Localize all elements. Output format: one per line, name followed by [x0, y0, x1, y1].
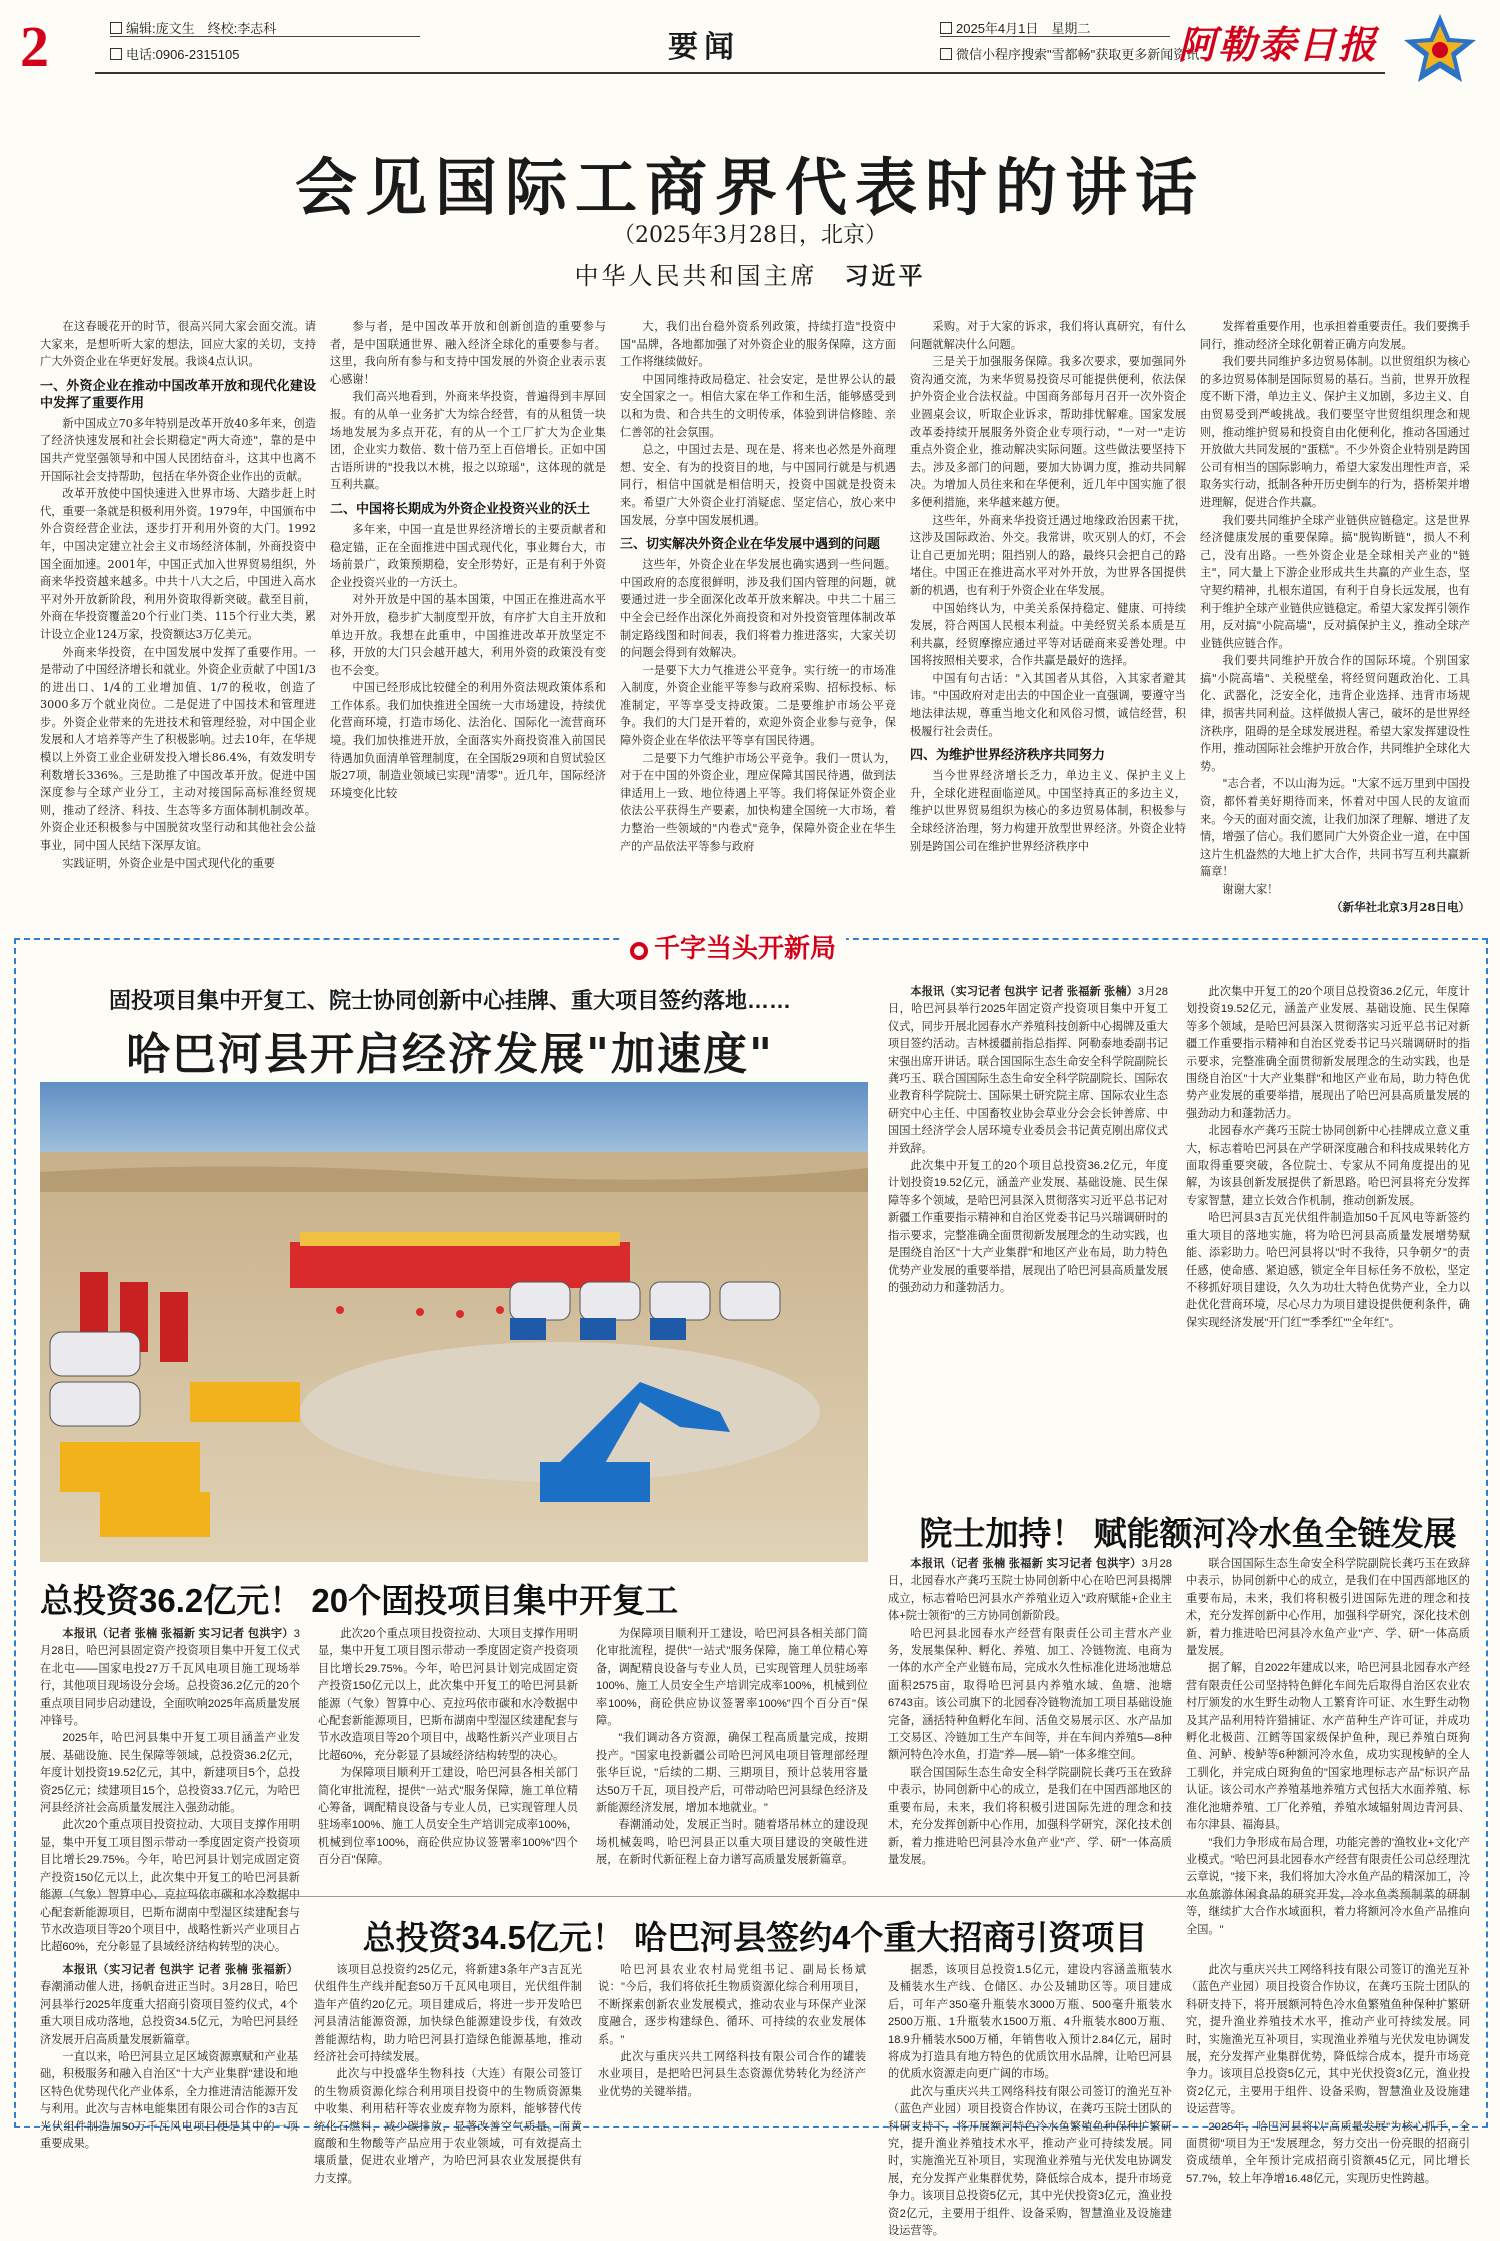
- editor-info: 编辑:庞文生 终校:李志科: [110, 18, 276, 37]
- header-divider-right: [940, 36, 1170, 37]
- speech-headline: 会见国际工商界代表时的讲话: [294, 151, 1205, 224]
- article4-column-4: 据悉，该项目总投资1.5亿元，建设内容涵盖瓶装水及桶装水生产线、仓储区、办公及辅助区等。项目建成后，可年产350毫升瓶装水3000万瓶、500毫升瓶装水2500万瓶、1升瓶装水1500万瓶、4升瓶装水800万瓶、18.9升桶装水500万桶，年销售收入预计2.84亿元，届时将成为打造具有地方特色的优质饮用水品牌，让哈巴河县的优质水资源走向更广阔的市场。 此次与重庆兴共工网络科技有限公司签订的渔光互补（蓝色产业园）项目投资合作协议，在龚巧玉院士团队的科研支持下，将开展额河特色冷水鱼繁殖鱼种保种扩繁研究，提升渔业养殖技术水平，推动产业可持续发展。同时，实施渔光互补项目，实现渔业养殖与光伏发电协调发展，充分发挥产业集群优势，降低综合成本，提升市场竞争力。该项目总投资5亿元，其中光伏投资3亿元，渔业投资2亿元，主要用于组件、设备采购，智慧渔业及设施建设运营等。: [888, 1964, 1172, 2238]
- article1-column-2: 此次20个重点项目投资拉动、大项目支撑作用明显，集中开复工项目图示带动一季度固定资产投资项目比增长29.75%。今年，哈巴河县计划完成固定资产投资150亿元以上，此次集中开复工的哈巴河县新能源（气象）智算中心、克拉玛依市碳和水冷数据中心配套新能源项目，巴斯布湖南中型湿区续建配套与节水改造项目等20个项目中，战略性新兴产业项目占比超60%，充分彰显了县域经济结构转型的决心。 为保障项目顺利开工建设，哈巴河县各相关部门简化审批流程，提供"一站式"服务保障，施工单位精心筹备，调配精良设备与专业人员，已实现管理人员驻场率100%、施工人员安全生产培训完成率100%，机械到位率100%，商砼供应协议签署率100%"四个百分百"保障。: [318, 1628, 578, 1867]
- article1-column-3: 为保障项目顺利开工建设，哈巴河县各相关部门简化审批流程，提供"一站式"服务保障，施工单位精心筹备，调配精良设备与专业人员，已实现管理人员驻场率100%、施工人员安全生产培训完成率100%，机械到位率100%，商砼供应协议签署率100%"四个百分百"保障。 "我们调动各方资源，确保工程高质量完成，按期投产。"国家电投新疆公司哈巴河风电项目管理部经理张华巨说，"后续的二期、三期项目，预计总装用容量达50万千瓦，项目投产后，可带动哈巴河县绿色经济及新能源经济发展，增加本地就业。" 春潮涌动处，发展正当时。随着塔吊林立的建设现场机械轰鸣，哈巴河县正以重大项目建设的突破性进展，在新时代新征程上奋力谱写高质量发展新篇章。: [596, 1628, 868, 1867]
- article3-column-1: 本报讯（记者 张楠 张福新 实习记者 包洪宇）3月28日，北园春水产龚巧玉院士协同创新中心在哈巴河县揭牌成立，标志着哈巴河县水产养殖业迈入"政府赋能+企业主体+院士领衔"的三方协同创新阶段。 哈巴河县北园春水产经营有限责任公司主营水产业务，发展集保种、孵化、养殖、加工、冷链物流、电商为一体的水产全产业链布局，完成水久性标准化进场池塘总面积2575亩，取得哈巴河县内养殖水域、鱼塘、池塘6743亩。该公司旗下的北园春冷链物流加工项目基础设施完备，涵括特种鱼孵化车间、活鱼交易展示区、水产品加工交易区、冷链加工生产车间等，并在车间内养殖5—8种额河特色冷水鱼，打造"养—展—销"一体多维空间。 联合国国际生态生命安全科学院副院长龚巧玉在致辞中表示，协同创新中心的成立，是我们在中国西部地区的重要布局，未来，我们将积极引进国际先进的理念和技术，充分发挥创新中心作用，加强科学研究，深化技术创新，着力推进哈巴河县冷水鱼产业"产、学、研"一体高质量发展。: [888, 1558, 1173, 1866]
- speech-column-1: 在这春暖花开的时节，很高兴同大家会面交流。请大家来，是想听听大家的想法，回应大家的关切，支持广大外资企业在华更好发展。我谈4点认识。 一、外资企业在推动中国改革开放和现代化建设中发挥了重要作用 新中国成立70多年特别是改革开放40多年来，创造了经济快速发展和社会长期稳定"两大奇迹"，靠的是中国共产党坚强领导和中国人民团结奋斗，这其中也离不开国际社会支持帮助，包括在华外资企业作出的贡献。 改革开放使中国快速进入世界市场、大踏步赶上时代，重要一条就是积极利用外资。1979年，中国颁布中外合资经营企业法，逐步打开利用外资的大门。1992年，中国决定建立社会主义市场经济体制，外商投资中国全面加速。2001年，中国正式加入世界贸易组织，外商来华投资越来越多。中共十八大之后，中国进入高水平对外开放新阶段，利用外资取得新突破。截至目前，外商在华投资覆盖20个行业门类、115个行业大类，累计设立企业124万家，投资额达3万亿美元。 外商来华投资，在中国发展中发挥了重要作用。一是带动了中国经济增长和就业。外资企业贡献了中国1/3的进出口、1/4的工业增加值、1/7的税收，创造了3000多万个就业岗位。二是促进了中国技术和管理进步。外资企业带来的先进技术和管理经验，对中国企业发展和人才培养等产生了积极影响。过去10年，在华规模以上外资工业企业研发投入增长86.4%，有效发明专利数增长336%。三是助推了中国改革开放。促进中国深度参与全球产业分工，主动对接国际高标准经贸规则，推动了经济、科技、生态等多方面体制机制改革。外资企业还积极参与中国脱贫攻坚行动和其他社会公益事业，同中国人民结下深厚友谊。 实践证明，外资企业是中国式现代化的重要: [40, 320, 316, 870]
- article3-title: 院士加持！ 赋能额河冷水鱼全链发展: [919, 1515, 1457, 1552]
- article2-column-2: 此次集中开复工的20个项目总投资36.2亿元，年度计划投资19.52亿元，涵盖产业发展、基础设施、民生保障等多个领域，是哈巴河县深入贯彻落实习近平总书记对新疆工作重要指示精神和自治区党委书记马兴瑞调研时的指示要求，完整准确全面贯彻新发展理念的生动实践，也是围绕自治区"十大产业集群"和地区产业布局，助力特色优势产业发展的重要举措，展现出了哈巴河县高质量发展的强劲动力和蓬勃活力。 北园春水产龚巧玉院士协同创新中心挂牌成立意义重大，标志着哈巴河县在产学研深度融合和科技成果转化方面取得重要突破，各位院士、专家从不同角度提出的见解，为该县创新发展提供了新思路。哈巴河县将充分发挥专家智慧，建立长效合作机制，推动创新发展。 哈巴河县3吉瓦光伏组件制造加50千瓦风电等新签约重大项目的落地实施，将为哈巴河县高质量发展增势赋能、添彩助力。哈巴河县将以"时不我待，只争朝夕"的责任感，使命感、紧迫感，锁定全年目标任务不放松，坚定不移抓好项目建设，久久为功壮大特色优势产业，全力以赴优化营商环境，尽心尽力为项目建设提供便利条件，确保实现经济发展"开门红""季季红""全年红"。: [1186, 986, 1470, 1329]
- section-name: 要闻: [668, 30, 740, 65]
- article1-column-1: 本报讯（记者 张楠 张福新 实习记者 包洪宇）3月28日，哈巴河县固定资产投资项目集中开复工仪式在北屯——国家电投27万千瓦风电项目施工现场举行，其他项目现场设分会场。总投资36.2亿元的20个重点项目同步启动建设，全面吹响2025年高质量发展冲锋号。 2025年，哈巴河县集中开复工项目涵盖产业发展、基础设施、民生保障等领域，总投资36.2亿元，年度计划投资19.52亿元，其中，新建项目5个，总投资25亿元；续建项目15个，总投资33.7亿元，为哈巴河县经济社会高质量发展注入强劲动能。 此次20个重点项目投资拉动、大项目支撑作用明显，集中开复工项目图示带动一季度固定资产投资项目比增长29.75%。今年，哈巴河县计划完成固定资产投资150亿元以上，此次集中开复工的哈巴河县新能源（气象）智算中心、克拉玛依市碳和水冷数据中心配套新能源项目，巴斯布湖南中型湿区续建配套与节水改造项目等20个项目中，战略性新兴产业项目占比超60%，充分彰显了县域经济结构转型的决心。: [40, 1628, 300, 1954]
- page-number: 2: [20, 14, 49, 79]
- feature-kicker: 固投项目集中开复工、院士协同创新中心挂牌、重大项目签约落地……: [108, 988, 791, 1013]
- speech-column-4: 采购。对于大家的诉求，我们将认真研究，有什么问题就解决什么问题。 三是关于加强服务保障。我多次要求，要加强同外资沟通交流，为来华贸易投资尽可能提供便利，依法保护外资企业合法权益。中国商务部每月召开一次外资企业圆桌会议，听取企业诉求，帮助排忧解难。国家发展改革委持续开展服务外资企业专项行动，"一对一"走访重点外资企业，推动解决实际问题。这些做法要坚持下去。涉及多部门的问题，要加大协调力度，推动共同解决。为增加人员往来和在华便利，近几年中国实施了很多便利措施，来华越来越方便。 这些年，外商来华投资迁遇过地缘政治因素干扰，这涉及国际政治、外交。我常讲，吹灭别人的灯，不会让自己更加光明；阻挡别人的路，最终只会把自己的路堵住。中国正在推进高水平对外开放，为世界各国提供新的机遇，也有利于外资企业在华发展。 中国始终认为，中美关系保持稳定、健康、可持续发展，符合两国人民根本利益。中美经贸关系本质是互利共赢，经贸摩擦应通过平等对话磋商来妥善处理。中国将按照相关要求，合作共赢是最好的选择。 中国有句古话："入其国者从其俗，入其家者避其讳。"中国政府对走出去的中国企业一直强调，要遵守当地法律法规，尊重当地文化和风俗习惯，诚信经营，积极履行社会责任。 四、为维护世界经济秩序共同努力 当今世界经济增长乏力，单边主义、保护主义上升，全球化进程面临逆风。中国坚持真正的多边主义，维护以世界贸易组织为核心的多边贸易体制，积极参与全球经济治理，努力构建开放型世界经济。外资企业特别是跨国公司在维护世界经济秩序中: [910, 320, 1186, 853]
- article1-title: 总投资36.2亿元！ 20个固投项目集中开复工: [40, 1582, 679, 1619]
- speech-heading: 二、中国将长期成为外资企业投资兴业的沃土: [330, 500, 591, 516]
- speech-heading: 四、为维护世界经济秩序共同努力: [910, 747, 1106, 763]
- feature-title: 哈巴河县开启经济发展"加速度": [126, 1029, 774, 1080]
- article4-column-3: 哈巴河县农业农村局党组书记、副局长杨斌说："今后，我们将依托生物质资源化综合利用项目，不断探索创新农业发展模式，推动农业与环保产业深度融合，逐步构建绿色、循环、可持续的农业发展体系。" 此次与重庆兴共工网络科技有限公司合作的罐装水业项目，是把哈巴河县生态资源优势转化为经济产业优势的关键举措。: [598, 1964, 866, 2098]
- header-divider: [110, 36, 420, 37]
- paper-logo: 阿勒泰日报: [1178, 22, 1379, 67]
- feature-tag: 千字当头开新局: [620, 928, 846, 965]
- article3-column-2: 联合国国际生态生命安全科学院副院长龚巧玉在致辞中表示，协同创新中心的成立，是我们在中国西部地区的重要布局，未来，我们将积极引进国际先进的理念和技术，充分发挥创新中心作用，加强科学研究，深化技术创新，着力推进哈巴河县冷水鱼产业"产、学、研"一体高质量发展。 据了解，自2022年建成以来，哈巴河县北园春水产经营有限责任公司坚持特色鲜化车间先后取得自治区农业农村厅颁发的水生野生动物人工繁育许可证、水生野生动物及其产品利用特许猎捕证、水产苗种生产许可证，并成功孵化北极茴、江鳕等国家级保护鱼种，现已养殖白斑狗鱼、河鲈、梭鲈等6种额河冷水鱼，成功实现梭鲈的全人工驯化，并完成白斑狗鱼的"国家地理标志产品"标识产品认证。该公司水产养殖基地养殖方式包括大水面养殖、标准化池塘养殖、工厂化养殖，养殖水域辐射周边青河县、布尔津县、福海县。 "我们力争形成布局合理，功能完善的'渔牧业+文化'产业模式。"哈巴河县北园春水产经营有限责任公司总经理沈云章说，"接下来，我们将加大冷水鱼产品的精深加工，冷水鱼旅游休闲食品的研究开发，冷水鱼类预制菜的研制等，继续扩大合作水域面积，着力将额河冷水鱼产品推向全国。": [1186, 1558, 1470, 1936]
- tag-ring-icon: [630, 942, 648, 960]
- speech-heading: 一、外资企业在推动中国改革开放和现代化建设中发挥了重要作用: [40, 377, 316, 410]
- speech-column-5: 发挥着重要作用，也承担着重要责任。我们要携手同行，推动经济全球化朝着正确方向发展。 我们要共同维护多边贸易体制。以世贸组织为核心的多边贸易体制是国际贸易的基石。当前，世界开放程度不断下滑，单边主义、保护主义加剧，多边主义、自由贸易受到严峻挑战。我们要坚守世贸组织理念和规则，推动维护贸易和投资自由化便利化，推动各国通过开放做大共同发展的"蛋糕"。不少外资企业特别是跨国公司有相当的国际影响力，希望大家发出理性声音，采取务实行动，抵制各种开历史倒车的行为，搭桥架并增进理解，促进合作共赢。 我们要共同维护全球产业链供应链稳定。这是世界经济健康发展的重要保障。搞"脱钩断链"，损人不利己，没有出路。一些外资企业是全球相关产业的"链主"，同大量上下游企业形成共生共赢的产业生态，坚守契约精神，扎根东道国，有利于自身长远发展，也有利于维护全球产业链供应链稳定。希望大家发挥引领作用，反对搞"小院高墙"，反对搞保护主义，推动全球产业链供应链合作。 我们要共同维护开放合作的国际环境。个别国家搞"小院高墙"、关税壁垒，将经贸问题政治化、工具化、武器化，泛安全化，违背企业选择、违背市场规律，损害共同利益。这样做损人害己，破坏的是世界经济秩序，阻碍的是全球发展进程。希望大家发挥建设性作用，推动国际社会维护开放合作，共同维护全球化大势。 "志合者，不以山海为远。"大家不远万里到中国投资，都怀着美好期待而来，怀着对中国人民的友谊而来。今天的面对面交流，让我们加深了理解、增进了友情，增强了信心。我们愿同广大外资企业一道，在中国这片生机盎然的大地上扩大合作，共同书写互利共赢新篇章！ 谢谢大家！ （新华社北京3月28日电）: [1200, 318, 1470, 866]
- section-divider: [40, 1896, 1470, 1897]
- article4-column-5: 此次与重庆兴共工网络科技有限公司签订的渔光互补（蓝色产业园）项目投资合作协议，在龚巧玉院士团队的科研支持下，将开展额河特色冷水鱼繁殖鱼种保种扩繁研究，提升渔业养殖技术水平，推动产业可持续发展。同时，实施渔光互补项目，实现渔业养殖与光伏发电协调发展，充分发挥产业集群优势，降低综合成本，提升市场竞争力。该项目总投资5亿元，其中光伏投资3亿元，渔业投资2亿元，主要用于组件、设备采购，智慧渔业及设施建设运营等。 2025年，哈巴河县将以"高质量发展"为核心抓手，全面贯彻"项目为王"发展理念，努力交出一份亮眼的招商引资成绩单，全年预计完成招商引资额45亿元，同比增长57.7%，较上年净增16.48亿元，实现历史性跨越。: [1186, 1964, 1470, 2185]
- paper-emblem-icon: [1400, 10, 1480, 90]
- phone-info: 电话:0906-2315105: [110, 44, 239, 63]
- issue-date: 2025年4月1日 星期二: [940, 18, 1090, 37]
- speech-heading: 三、切实解决外资企业在华发展中遇到的问题: [620, 536, 881, 552]
- speech-source: （新华社北京3月28日电）: [1330, 899, 1470, 914]
- article2-column-1: 本报讯（实习记者 包洪宇 记者 张福新 张楠）3月28日，哈巴河县举行2025年固定资产投资项目集中开复工仪式，同步开展北园春水产养殖科技创新中心揭牌及重大项目签约活动。吉林援疆前指总指挥、阿勒泰地委副书记宋强出席开讲话。联合国国际生态生命安全科学院副院长龚巧玉、联合国国际生态生命安全科学院副院长、国际农业教育科学院院士、国际果土研究院主席、国际农业生态研究中心主任、中国畜牧业协会草业分会会长钟善席、中国国土经济学会人居环境专业委员会书记黄克刚出席仪式并致辞。 此次集中开复工的20个项目总投资36.2亿元，年度计划投资19.52亿元，涵盖产业发展、基础设施、民生保障等多个领域，是哈巴河县深入贯彻落实习近平总书记对新疆工作重要指示精神和自治区党委书记马兴瑞调研时的指示要求，完整准确全面贯彻新发展理念的生动实践，也是围绕自治区"十大产业集群"和地区产业布局，助力特色优势产业发展的重要举措，展现出了哈巴河县高质量发展的强劲动力和蓬勃活力。: [888, 986, 1168, 1294]
- speech-column-3: 大，我们出台稳外资系列政策，持续打造"投资中国"品牌，各地都加强了对外资企业的服务保障，这方面工作将继续做好。 中国同维持政局稳定、社会安定，是世界公认的最安全国家之一。相信大家在华工作和生活，能够感受到以和为贵、和合共生的文明传承，体验到讲信修睦、亲仁善邻的社会氛围。 总之，中国过去是、现在是、将来也必然是外商理想、安全、有为的投资目的地，与中国同行就是与机遇同行，相信中国就是相信明天，投资中国就是投资未来。希望广大外资企业打消疑虑、坚定信心，放心来中国发展，分享中国发展机遇。 三、切实解决外资企业在华发展中遇到的问题 这些年，外资企业在华发展也确实遇到一些问题。中国政府的态度很鲜明，涉及我们国内管理的问题，就要通过进一步全面深化改革开放来解决。中共二十届三中全会已经作出深化外商投资和对外投资管理体制改革制定路线图和时间表，我们将着力推进落实，大家关切的问题会得到有效解决。 一是要下大力气推进公平竞争。实行统一的市场准入制度，外资企业能平等参与政府采购、招标投标、标准制定，平等享受支持政策。二是要维护市场公平竞争。我们的大门是开着的，欢迎外资企业参与竞争，保障外资企业在华依法平等享有国民待遇。 二是要下力气维护市场公平竞争。我们一贯认为，对于在中国的外资企业，理应保障其国民待遇，做到法律适用上一致、地位待遇上平等。我们将保证外资企业依法公平获得生产要素，加快构建全国统一大市场，着力整治一些领域的"内卷式"竞争，保障外资企业在华生产的产品依法平等参与政府: [620, 320, 896, 853]
- article4-column-2: 该项目总投资约25亿元，将新建3条年产3吉瓦光伏组件生产线并配套50万千瓦风电项目，光伏组件制造年产值约20亿元。项目建成后，将进一步开发哈巴河县清洁能源资源，加快绿色能源建设步伐，有效改善能源结构，助力哈巴河县打造绿色能源基地，推动经济社会可持续发展。 此次与中投盛华生物科技（大连）有限公司签订的生物质资源化综合利用项目投资中的生物质资源集中收集、利用秸秆等农业废弃物为原料，能够替代传统化石燃料，减少碳排放，显著改善空气质量。而黄腐酸和生物酸等产品应用于农业领域，可有效提高土壤质量，促进农业增产，为哈巴河县农业发展提供有力支撑。: [314, 1964, 582, 2185]
- header-rule: [95, 72, 1385, 74]
- speech-dateline: （2025年3月28日，北京）: [613, 223, 887, 248]
- construction-site-photo: [40, 1082, 868, 1562]
- wechat-note: 微信小程序搜索"雪都畅"获取更多新闻资讯: [940, 44, 1199, 63]
- speech-column-2: 参与者，是中国改革开放和创新创造的重要参与者，是中国联通世界、融入经济全球化的重要参与者。这里，我向所有参与和支持中国发展的外资企业表示衷心感谢！ 我们高兴地看到，外商来华投资，普遍得到丰厚回报。有的从单一业务扩大为综合经营，有的从租赁一块场地发展为多点开花，有的从一个工厂扩大为企业集团，企业实力数倍、数十倍乃至上百倍增长。正如中国古语所讲的"投我以木桃，报之以琼瑶"，这体现的就是互利共赢。 二、中国将长期成为外资企业投资兴业的沃土 多年来，中国一直是世界经济增长的主要贡献者和稳定锚，正在全面推进中国式现代化，事业舞台大，市场前景广，政策预期稳，安全形势好，正是有利于外资企业投资兴业的一方沃土。 对外开放是中国的基本国策，中国正在推进高水平对外开放，稳步扩大制度型开放，有序扩大自主开放和单边开放。我想在此重申，中国推进改革开放坚定不移，开放的大门只会越开越大，利用外资的政策没有变也不会变。 中国已经形成比较健全的利用外资法规政策体系和工作体系。我们加快推进全国统一大市场建设，持续优化营商环境，打造市场化、法治化、国际化一流营商环境。我们加快推进开放，全面落实外商投资准入前国民待遇加负面清单管理制度，在全国版29项和自贸试验区版27项，制造业领域已实现"清零"。近几年，国际经济环境变化比较: [330, 320, 606, 800]
- speech-byline: 中华人民共和国主席 习近平: [574, 261, 926, 290]
- article4-title: 总投资34.5亿元！ 哈巴河县签约4个重大招商引资项目: [362, 1919, 1148, 1956]
- article4-column-1: 本报讯（实习记者 包洪宇 记者 张楠 张福新）春潮涌动催人进，扬帆奋进正当时。3月28日，哈巴河县举行2025年度重大招商引资项目签约仪式，4个重大项目成功落地，总投资34.5亿元，为哈巴河县经济发展开启高质量发展新篇章。 一直以来，哈巴河县立足区域资源禀赋和产业基础，积极服务和融入自治区"十大产业集群"建设和地区特色优势现代化产业体系，全力推进清洁能源开发与利用。此次与吉林电能集团有限公司合作的3吉瓦光伏组件制造加50万千瓦风电项目便是其中的一项重要成果。: [40, 1964, 298, 2151]
